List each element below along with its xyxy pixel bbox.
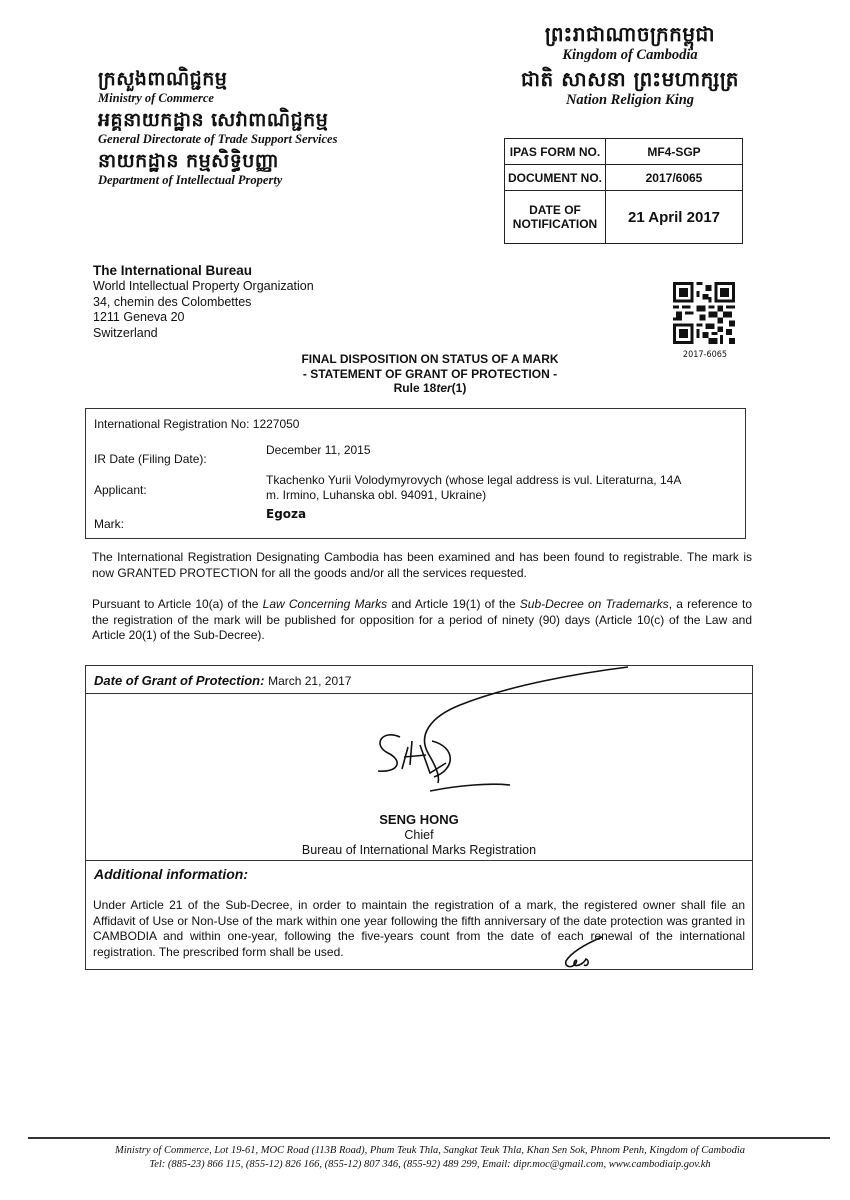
- applicant-line: Tkachenko Yurii Volodymyrovych (whose legal address is vul. Literaturna, 14A: [266, 473, 682, 487]
- footer-divider: [28, 1137, 830, 1139]
- footer-contacts: Tel: (885-23) 866 115, (855-12) 826 166, (855-12) 807 346, (855-92) 489 299, Email: dipr.moc@gmail.com, www.cambodiaip.gov.kh: [149, 1159, 711, 1170]
- mark-label: Mark:: [94, 517, 124, 531]
- table-row: [505, 165, 743, 191]
- address-line: 34, chemin des Colombettes: [93, 294, 252, 309]
- grant-date-value: March 21, 2017: [268, 674, 352, 688]
- kingdom-header: [480, 22, 780, 112]
- ministry-name: Ministry of Commerce: [98, 91, 214, 105]
- document-title: [200, 352, 660, 396]
- kingdom-name: Kingdom of Cambodia: [562, 47, 698, 63]
- khmer-kingdom-text: ព្រះរាជាណាចក្រកម្ពុជា: [544, 22, 716, 46]
- text-run: , a reference to the registration of the mark will be published for opposition for a period of ninety (90) days (Article 10(c) of the Law and Article 20(1) of the Sub-Decree).: [92, 597, 753, 642]
- additional-info-title: Additional information:: [94, 866, 248, 882]
- reg-no-value: 1227050: [252, 417, 300, 431]
- registration-details-box: [85, 408, 746, 539]
- additional-info-text: Under Article 21 of the Sub-Decree, in order to maintain the registration of a mark, the registered owner shall file an Affidavit of Use or Non-Use of the mark within one year following the fifth anniversary of the date protection was granted in CAMBODIA and within one-year, following the five-years count from the date of each renewal of the international registration. The prescribed form shall be used.: [93, 898, 745, 959]
- label-line: DATE OF: [529, 203, 581, 217]
- ir-date-value: December 11, 2015: [266, 443, 371, 457]
- rule-prefix: Rule 18: [393, 381, 437, 395]
- document-no-value: 2017/6065: [606, 165, 743, 191]
- signatory-bureau: Bureau of International Marks Registration: [301, 843, 537, 857]
- signatory-name: SENG HONG: [379, 812, 459, 827]
- rule-suffix: (1): [451, 381, 467, 395]
- footer-contact: [20, 1144, 840, 1172]
- directorate-name: General Directorate of Trade Support Services: [98, 132, 338, 146]
- document-no-label: DOCUMENT NO.: [505, 165, 606, 191]
- mark-value: Egoza: [266, 507, 307, 521]
- label-line: NOTIFICATION: [512, 217, 598, 231]
- khmer-directorate-text: អគ្គនាយកដ្ឋាន សេវាពាណិជ្ជកម្ម: [98, 109, 329, 131]
- rule-italic: ter: [436, 381, 452, 395]
- reg-no-label: International Registration No:: [94, 417, 250, 431]
- table-row: [505, 139, 743, 165]
- qr-code-icon: [673, 282, 735, 344]
- title-line: FINAL DISPOSITION ON STATUS OF A MARK: [301, 352, 559, 366]
- recipient-address: [93, 263, 314, 342]
- address-line: Switzerland: [93, 326, 158, 341]
- subdecree-title: Sub-Decree on Trademarks: [519, 597, 669, 611]
- publication-paragraph: [92, 597, 752, 644]
- national-motto: Nation Religion King: [565, 92, 695, 108]
- footer-address: Ministry of Commerce, Lot 19-61, MOC Road (113B Road), Phum Teuk Thla, Sangkat Teuk Thla, Khan Sen Sok, Phnom Penh, Kingdom of Cambodia: [114, 1145, 746, 1156]
- signatory-title: Chief: [404, 827, 434, 842]
- notification-date-label: [505, 191, 606, 244]
- department-name: Department of Intellectual Property: [98, 173, 283, 187]
- address-line: World Intellectual Property Organization: [93, 278, 314, 293]
- document-info-table: [504, 138, 743, 244]
- title-line: - STATEMENT OF GRANT OF PROTECTION -: [302, 366, 558, 381]
- initials-icon: [560, 935, 620, 975]
- law-title: Law Concerning Marks: [262, 597, 388, 611]
- grant-date-label: Date of Grant of Protection:: [94, 673, 265, 688]
- ipas-form-value: MF4-SGP: [606, 139, 743, 165]
- address-line: 1211 Geneva 20: [93, 310, 185, 325]
- recipient-name: The International Bureau: [93, 263, 253, 278]
- table-row: [505, 191, 743, 244]
- khmer-ministry-text: ក្រសួងពាណិជ្ជកម្ម: [98, 68, 228, 90]
- applicant-value: [266, 473, 681, 503]
- qr-caption: 2017-6065: [682, 350, 728, 360]
- examination-paragraph: The International Registration Designating Cambodia has been examined and has been found to registrable. The mark is now GRANTED PROTECTION for all the goods and/or all the services requested.: [92, 550, 752, 580]
- ir-date-label: IR Date (Filing Date):: [94, 452, 207, 466]
- ministry-header: [98, 68, 398, 191]
- grant-date-label-wrap: [94, 673, 351, 688]
- text-run: and Article 19(1) of the: [387, 597, 520, 611]
- applicant-label: Applicant:: [94, 483, 147, 497]
- section-divider: [86, 860, 752, 861]
- applicant-line: m. Irmino, Luhanska obl. 94091, Ukraine): [266, 488, 487, 502]
- khmer-department-text: នាយកដ្ឋាន កម្មសិទ្ធិបញ្ញា: [98, 150, 280, 172]
- text-run: Pursuant to Article 10(a) of the: [92, 597, 263, 611]
- signatory-block: [86, 812, 752, 859]
- reg-no-row: [94, 417, 299, 431]
- khmer-motto-text: ជាតិ សាសនា ព្រះមហាក្សត្រ: [521, 67, 739, 91]
- notification-date-value: 21 April 2017: [606, 191, 743, 244]
- rule-reference: [200, 381, 660, 396]
- ipas-form-label: IPAS FORM NO.: [505, 139, 606, 165]
- signature-icon: [360, 665, 660, 795]
